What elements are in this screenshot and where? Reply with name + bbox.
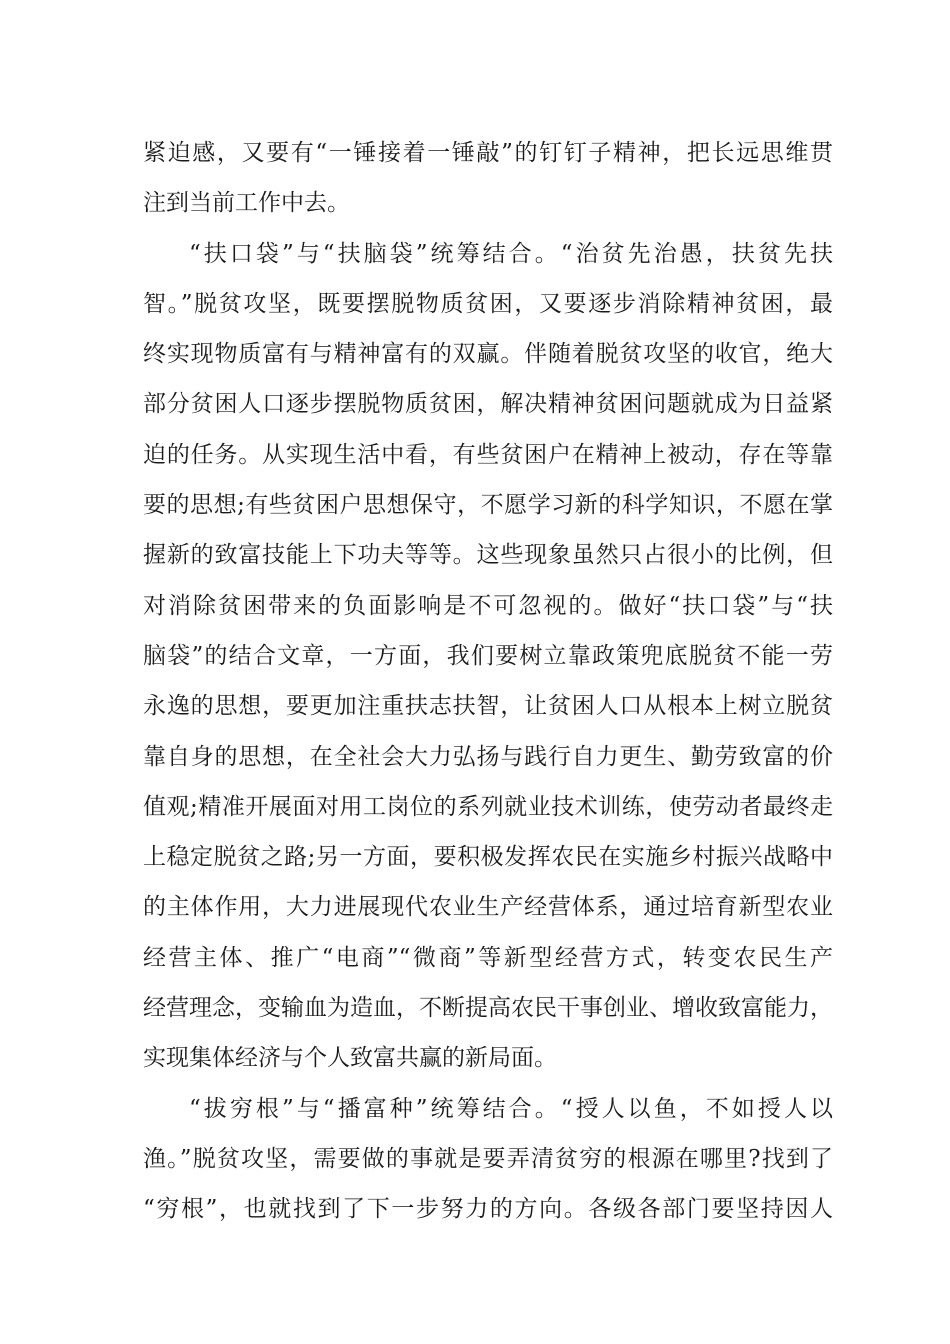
text-line: 要的思想;有些贫困户思想保守，不愿学习新的科学知识，不愿在掌 <box>143 492 833 519</box>
body-text <box>143 128 833 1235</box>
text-line: 经营主体、推广“电商”“微商”等新型经营方式，转变农民生产 <box>143 944 833 971</box>
text-line: 对消除贫困带来的负面影响是不可忽视的。做好“扶口袋”与“扶 <box>143 592 833 619</box>
text-line: 智。”脱贫攻坚，既要摆脱物质贫困，又要逐步消除精神贫困，最 <box>143 290 833 317</box>
text-line: 渔。”脱贫攻坚，需要做的事就是要弄清贫穷的根源在哪里?找到了 <box>143 1145 833 1172</box>
text-line: 终实现物质富有与精神富有的双赢。伴随着脱贫攻坚的收官，绝大 <box>143 341 833 368</box>
text-line: 注到当前工作中去。 <box>143 190 350 217</box>
text-line: 的主体作用，大力进展现代农业生产经营体系，通过培育新型农业 <box>143 894 833 921</box>
text-line: 脑袋”的结合文章，一方面，我们要树立靠政策兜底脱贫不能一劳 <box>143 642 833 669</box>
text-line: 紧迫感，又要有“一锤接着一锤敲”的钉钉子精神，把长远思维贯 <box>143 140 833 166</box>
paragraph-first-line: “拔穷根”与“播富种”统筹结合。“授人以鱼，不如授人以 <box>189 1095 833 1122</box>
text-line: 上稳定脱贫之路;另一方面，要积极发挥农民在实施乡村振兴战略中 <box>143 844 833 871</box>
paragraph-first-line: “扶口袋”与“扶脑袋”统筹结合。“治贫先治愚，扶贫先扶 <box>189 240 833 267</box>
text-line: 部分贫困人口逐步摆脱物质贫困，解决精神贫困问题就成为日益紧 <box>143 391 833 418</box>
text-line: 握新的致富技能上下功夫等等。这些现象虽然只占很小的比例，但 <box>143 542 833 569</box>
text-line: 经营理念，变输血为造血，不断提高农民干事创业、增收致富能力， <box>143 995 833 1022</box>
text-line: 实现集体经济与个人致富共赢的新局面。 <box>143 1045 557 1072</box>
text-line: 永逸的思想，要更加注重扶志扶智，让贫困人口从根本上树立脱贫 <box>143 693 833 720</box>
text-line: 值观;精准开展面对用工岗位的系列就业技术训练，使劳动者最终走 <box>143 793 833 820</box>
text-line: “穷根”，也就找到了下一步努力的方向。各级各部门要坚持因人 <box>143 1196 833 1223</box>
text-line: 靠自身的思想，在全社会大力弘扬与践行自力更生、勤劳致富的价 <box>143 743 833 770</box>
text-line: 迫的任务。从实现生活中看，有些贫困户在精神上被动，存在等靠 <box>143 441 833 468</box>
